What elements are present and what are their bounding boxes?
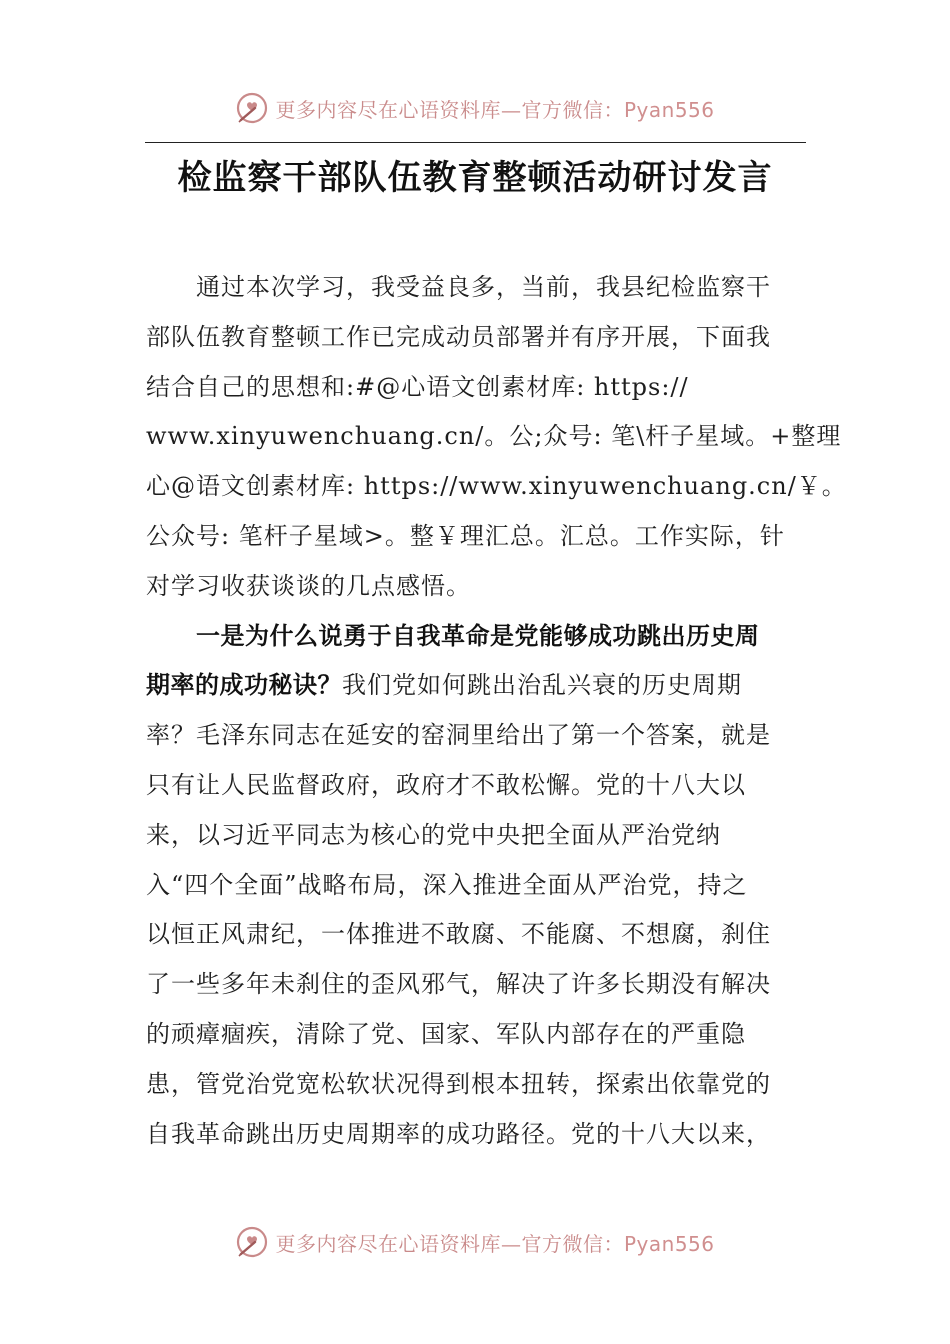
watermark-text — [275, 1228, 714, 1257]
watermark-text — [275, 94, 714, 123]
body-line: 入“四个全面”战略布局，深入推进全面从严治党，持之 — [146, 870, 748, 899]
body-line: 的顽瘴痼疾，清除了党、国家、军队内部存在的严重隐 — [146, 1019, 746, 1048]
heart-pen-logo-icon — [235, 91, 269, 125]
document-body — [146, 263, 847, 1159]
body-line: 来，以习近平同志为核心的党中央把全面从严治党纳 — [146, 820, 721, 849]
watermark-caption: 更多内容尽在心语资料库—官方微信： — [275, 1231, 624, 1256]
body-line: 部队伍教育整顿工作已完成动员部署并有序开展，下面我 — [146, 322, 771, 351]
body-line: 只有让人民监督政府，政府才不敢松懈。党的十八大以 — [146, 770, 746, 799]
body-line: 以恒正风肃纪，一体推进不敢腐、不能腐、不想腐，刹住 — [146, 920, 771, 949]
watermark-wechat-id: Pyan556 — [623, 97, 715, 122]
footer-watermark — [0, 1222, 950, 1262]
body-line: 患，管党治党宽松软状况得到根本扭转，探索出依靠党的 — [146, 1069, 771, 1098]
header-divider — [145, 142, 806, 143]
watermark-wechat-id: Pyan556 — [623, 1231, 715, 1256]
body-line: 对学习收获谈谈的几点感悟。 — [146, 571, 471, 600]
section-heading-line: 一是为什么说勇于自我革命是党能够成功跳出历史周 — [196, 621, 760, 650]
body-line: 心@语文创素材库: https://www.xinyuwenchuang.cn/￥。 — [146, 472, 847, 501]
body-line: 自我革命跳出历史周期率的成功路径。党的十八大以来， — [146, 1119, 771, 1148]
body-line: www.xinyuwenchuang.cn/。公;众号: 笔\杆子星域。+整理 — [146, 422, 842, 451]
body-line: 率？毛泽东同志在延安的窑洞里给出了第一个答案，就是 — [146, 721, 771, 750]
header-watermark — [0, 88, 950, 128]
body-line: 了一些多年未刹住的歪风邪气，解决了许多长期没有解决 — [146, 970, 771, 999]
body-line-rest: 我们党如何跳出治乱兴衰的历史周期 — [342, 671, 742, 700]
heart-pen-logo-icon — [235, 1225, 269, 1259]
document-title: 检监察干部队伍教育整顿活动研讨发言 — [177, 158, 773, 198]
body-line — [146, 661, 806, 711]
body-line: 通过本次学习，我受益良多，当前，我县纪检监察干 — [196, 273, 771, 301]
body-line: 结合自己的思想和:#@心语文创素材库: https:// — [146, 372, 689, 401]
body-line: 公众号: 笔杆子星域>。整￥理汇总。汇总。工作实际，针 — [146, 521, 785, 550]
section-heading-tail: 期率的成功秘诀？ — [146, 671, 342, 700]
watermark-caption: 更多内容尽在心语资料库—官方微信： — [275, 97, 624, 122]
